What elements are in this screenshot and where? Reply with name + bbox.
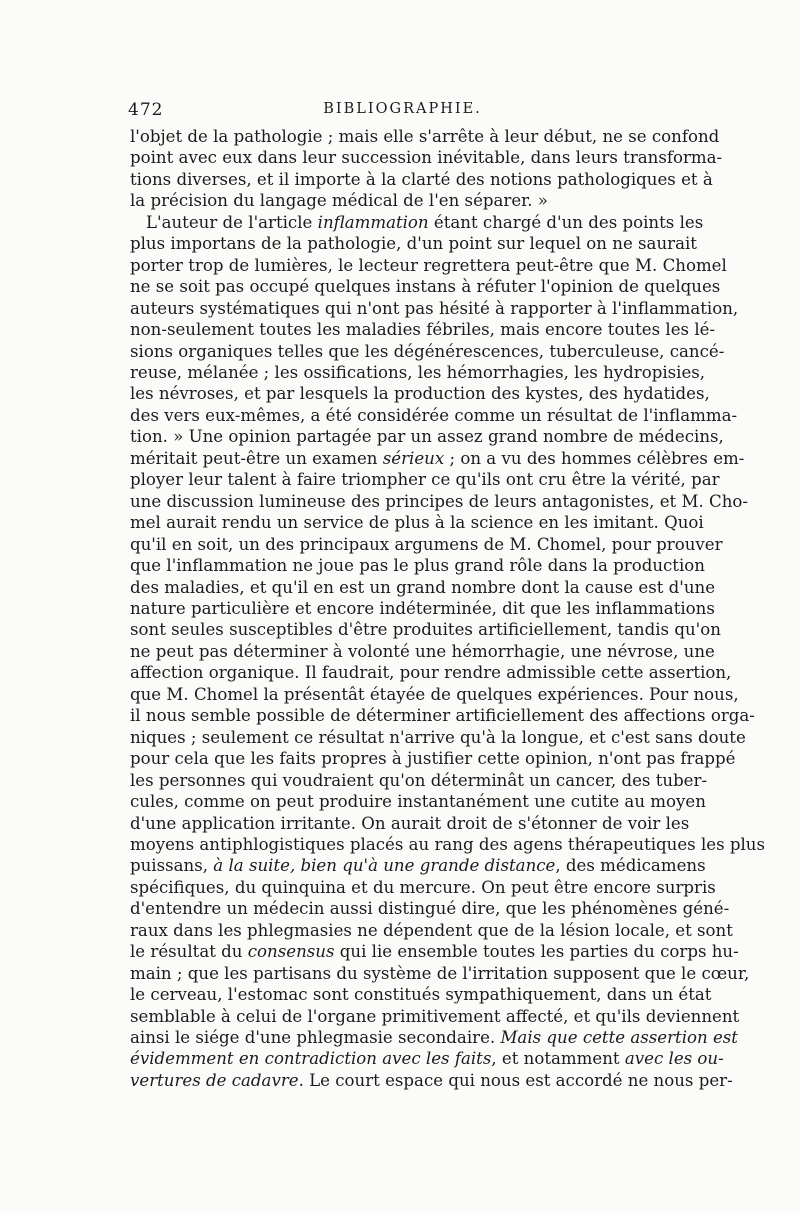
text-segment: raux dans les phlegmasies ne dépendent que de la lésion locale, et sont bbox=[130, 920, 733, 940]
text-line bbox=[130, 834, 766, 855]
italic-text: vertures de cadavre bbox=[130, 1070, 299, 1090]
text-segment: reuse, mélanée ; les ossifications, les hémorrhagies, les hydropisies, bbox=[130, 362, 706, 382]
text-line bbox=[130, 770, 708, 791]
text-line bbox=[130, 169, 713, 190]
text-segment: nature particulière et encore indéterminée, dit que les inflammations bbox=[130, 598, 715, 618]
text-segment: ne peut pas déterminer à volonté une hémorrhagie, une névrose, une bbox=[130, 641, 715, 661]
text-line bbox=[130, 212, 704, 233]
text-segment: ployer leur talent à faire triompher ce qu'ils ont cru être la vérité, par bbox=[130, 470, 720, 490]
running-head-title: BIBLIOGRAPHIE. bbox=[323, 101, 482, 117]
text-segment: les personnes qui voudraient qu'on déterminât un cancer, des tuber- bbox=[130, 770, 708, 790]
text-line bbox=[130, 534, 723, 555]
text-segment: d'une application irritante. On aurait droit de s'étonner de voir les bbox=[130, 813, 690, 833]
text-line bbox=[130, 319, 716, 340]
text-block bbox=[128, 100, 766, 1091]
text-segment: que l'inflammation ne joue pas le plus grand rôle dans la production bbox=[130, 556, 705, 576]
text-line bbox=[130, 555, 705, 576]
text-line bbox=[130, 276, 721, 297]
text-line bbox=[130, 813, 690, 834]
page-number: 472 bbox=[128, 100, 164, 120]
text-segment: pour cela que les faits propres à justifier cette opinion, n'ont pas frappé bbox=[130, 749, 736, 769]
text-segment: , et notamment bbox=[491, 1049, 625, 1069]
text-segment: que M. Chomel la présentât étayée de quelques expériences. Pour nous, bbox=[130, 684, 739, 704]
text-line bbox=[130, 255, 727, 276]
text-line bbox=[130, 298, 739, 319]
text-segment: main ; que les partisans du système de l'irritation supposent que le cœur, bbox=[130, 963, 750, 983]
text-line bbox=[130, 1048, 724, 1069]
text-segment: sont seules susceptibles d'être produites artificiellement, tandis qu'on bbox=[130, 620, 721, 640]
text-line bbox=[130, 383, 710, 404]
text-segment: d'entendre un médecin aussi distingué dire, que les phénomènes géné- bbox=[130, 899, 730, 919]
body-text bbox=[130, 126, 766, 1091]
text-segment: tion. » Une opinion partagée par un assez grand nombre de médecins, bbox=[130, 427, 724, 447]
text-segment: . Le court espace qui nous est accordé ne nous per- bbox=[298, 1070, 733, 1090]
running-head bbox=[130, 100, 675, 124]
italic-text: à la suite, bien qu'à une grande distance bbox=[213, 856, 556, 876]
text-segment: affection organique. Il faudrait, pour rendre admissible cette assertion, bbox=[130, 663, 732, 683]
text-line bbox=[130, 577, 716, 598]
text-line bbox=[130, 748, 736, 769]
text-segment: le résultat du bbox=[130, 942, 248, 962]
text-line bbox=[130, 920, 733, 941]
text-line bbox=[130, 341, 725, 362]
text-line bbox=[130, 405, 738, 426]
text-line bbox=[130, 512, 704, 533]
text-line bbox=[130, 1006, 740, 1027]
text-line bbox=[130, 705, 755, 726]
text-line bbox=[130, 147, 723, 168]
text-line bbox=[130, 426, 724, 447]
text-line bbox=[130, 641, 715, 662]
text-segment: ne se soit pas occupé quelques instans à réfuter l'opinion de quelques bbox=[130, 277, 721, 297]
text-segment: l'objet de la pathologie ; mais elle s'arrête à leur début, ne se confond bbox=[130, 127, 720, 146]
text-segment: qui lie ensemble toutes les parties du corps hu- bbox=[334, 942, 739, 962]
text-line bbox=[130, 898, 730, 919]
text-segment: cules, comme on peut produire instantanément une cutite au moyen bbox=[130, 792, 706, 812]
text-line bbox=[130, 684, 739, 705]
text-segment: semblable à celui de l'organe primitivement affecté, et qu'ils deviennent bbox=[130, 1006, 740, 1026]
italic-text: consensus bbox=[247, 942, 335, 962]
italic-text: avec les ou- bbox=[624, 1049, 724, 1069]
text-segment: porter trop de lumières, le lecteur regrettera peut-être que M. Chomel bbox=[130, 255, 727, 275]
text-segment: une discussion lumineuse des principes de leurs antagonistes, et M. Cho- bbox=[130, 491, 748, 511]
text-segment: des maladies, et qu'il en est un grand nombre dont la cause est d'une bbox=[130, 577, 716, 597]
text-line bbox=[130, 1027, 738, 1048]
text-line bbox=[130, 963, 750, 984]
text-segment: niques ; seulement ce résultat n'arrive qu'à la longue, et c'est sans doute bbox=[130, 727, 746, 747]
text-line bbox=[130, 619, 721, 640]
text-segment: spécifiques, du quinquina et du mercure. On peut être encore surpris bbox=[130, 877, 716, 897]
text-line bbox=[130, 491, 748, 512]
text-segment: qu'il en soit, un des principaux argumens de M. Chomel, pour prouver bbox=[130, 534, 723, 554]
text-segment: des vers eux-mêmes, a été considérée comme un résultat de l'inflamma- bbox=[130, 405, 738, 425]
text-segment: moyens antiphlogistiques placés au rang des agens thérapeutiques les plus bbox=[130, 834, 766, 854]
text-line bbox=[130, 662, 732, 683]
text-segment: tions diverses, et il importe à la clarté des notions pathologiques et à bbox=[130, 169, 713, 189]
text-line bbox=[130, 984, 712, 1005]
text-segment: sions organiques telles que les dégénérescences, tuberculeuse, cancé- bbox=[130, 341, 725, 361]
text-segment: plus importans de la pathologie, d'un point sur lequel on ne saurait bbox=[130, 234, 697, 254]
text-segment: méritait peut-être un examen bbox=[130, 448, 383, 468]
text-segment: mel aurait rendu un service de plus à la science en les imitant. Quoi bbox=[130, 513, 704, 533]
text-line bbox=[130, 126, 720, 147]
text-line bbox=[130, 233, 697, 254]
text-segment: ; on a vu des hommes célèbres em- bbox=[444, 448, 745, 468]
text-line bbox=[130, 855, 706, 876]
text-segment: il nous semble possible de déterminer artificiellement des affections orga- bbox=[130, 706, 755, 726]
text-line bbox=[130, 448, 745, 469]
text-segment: point avec eux dans leur succession inévitable, dans leurs transforma- bbox=[130, 148, 723, 168]
text-segment: étant chargé d'un des points les bbox=[428, 212, 704, 232]
text-segment: les névroses, et par lesquels la production des kystes, des hydatides, bbox=[130, 384, 710, 404]
text-line bbox=[130, 598, 715, 619]
text-segment: puissans, bbox=[130, 856, 214, 876]
italic-text: inflammation bbox=[317, 212, 429, 232]
text-line bbox=[130, 1070, 733, 1091]
text-segment: ainsi le siége d'une phlegmasie secondaire. bbox=[130, 1028, 501, 1048]
text-line bbox=[130, 727, 746, 748]
italic-text: sérieux bbox=[382, 448, 445, 468]
italic-text: Mais que cette assertion est bbox=[500, 1028, 738, 1048]
text-line bbox=[130, 190, 675, 211]
text-line bbox=[130, 877, 716, 898]
italic-text: évidemment en contradiction avec les faits bbox=[130, 1049, 492, 1069]
text-line bbox=[130, 469, 720, 490]
text-segment: L'auteur de l'article bbox=[146, 212, 318, 232]
text-line bbox=[130, 791, 706, 812]
text-segment: la précision du langage médical de l'en séparer. » bbox=[130, 191, 548, 211]
text-segment: le cerveau, l'estomac sont constitués sympathiquement, dans un état bbox=[130, 985, 712, 1005]
text-line bbox=[130, 362, 706, 383]
text-segment: non-seulement toutes les maladies fébriles, mais encore toutes les lé- bbox=[130, 320, 716, 340]
text-segment: , des médicamens bbox=[555, 856, 706, 876]
text-segment: auteurs systématiques qui n'ont pas hésité à rapporter à l'inflammation, bbox=[130, 298, 739, 318]
text-line bbox=[130, 941, 739, 962]
